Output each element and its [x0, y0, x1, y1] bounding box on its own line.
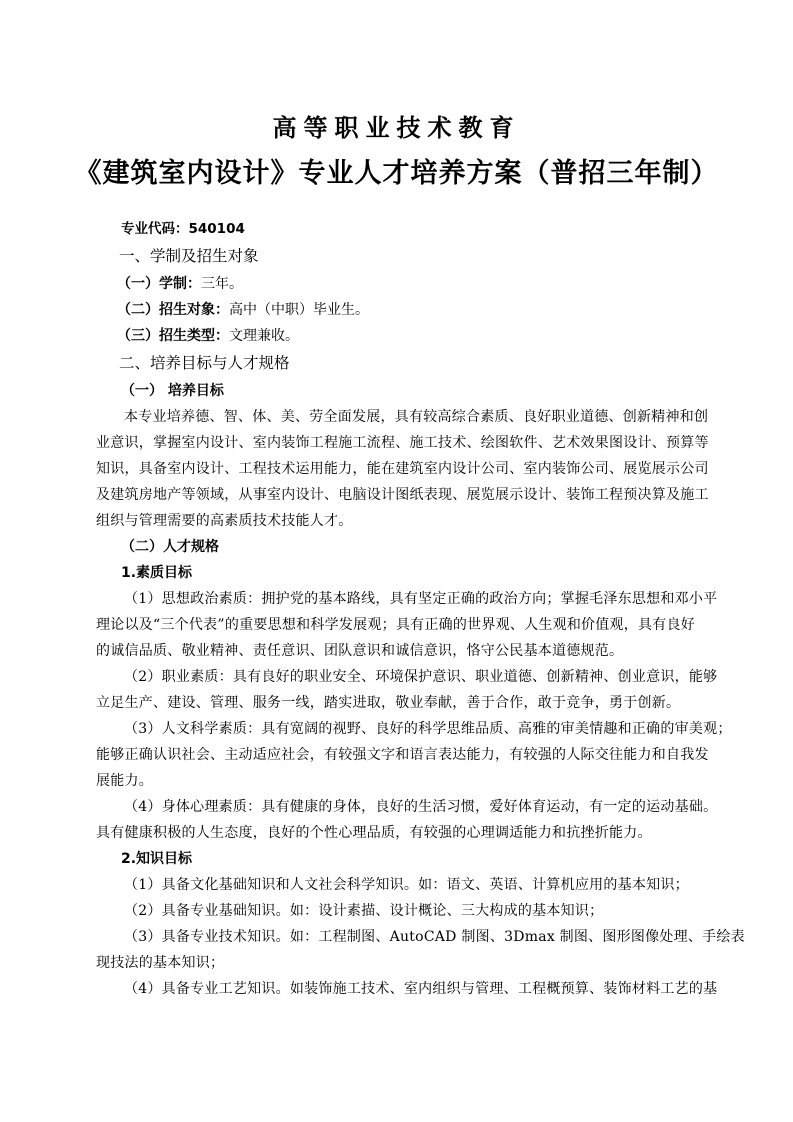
quality-item-political: [96, 586, 718, 664]
paragraph-line: 组织与管理需要的高素质技术技能人才。: [96, 513, 353, 529]
knowledge-goals-heading: 2.知识目标: [121, 851, 193, 867]
major-code-value: 540104: [188, 221, 245, 237]
paragraph-line: 现技法的基本知识；: [96, 955, 225, 971]
paragraph-line: （3）人文科学素质：具有宽阔的视野、良好的科学思维品质、高雅的审美情趣和正确的审美观；: [124, 721, 732, 737]
section-1-item-type: [96, 323, 700, 349]
item-label: （三）招生类型：: [117, 328, 229, 344]
paragraph-line: 及建筑房地产等领域，从事室内设计、电脑设计图纸表现、展览展示设计、装饰工程预决算及施工: [96, 487, 709, 503]
paragraph-line: （1）具备文化基础知识和人文社会科学知识。如：语文、英语、计算机应用的基本知识；: [124, 877, 689, 893]
knowledge-item-technical: [96, 924, 745, 976]
knowledge-item-culture: [96, 872, 700, 898]
quality-goals-heading: 1.素质目标: [121, 565, 193, 581]
paragraph-line: （4）具备专业工艺知识。如装饰施工技术、室内组织与管理、工程概预算、装饰材料工艺的基: [124, 981, 718, 997]
quality-item-physical-mental: [96, 794, 718, 846]
section-1-heading: 一、学制及招生对象: [119, 247, 259, 265]
subsection-talent-spec-heading: （二）人才规格: [121, 539, 219, 555]
paragraph-line: 能够正确认识社会、主动适应社会，有较强文字和语言表达能力，有较强的人际交往能力和自我发: [96, 747, 709, 763]
paragraph-line: 的诚信品质、敬业精神、责任意识、团队意识和诚信意识，恪守公民基本道德规范。: [96, 643, 624, 659]
paragraph-line: 业意识，掌握室内设计、室内装饰工程施工流程、施工技术、绘图软件、艺术效果图设计、预算等: [96, 435, 709, 451]
knowledge-item-craft: [96, 976, 718, 1002]
paragraph-line: 立足生产、建设、管理、服务一线，踏实进取，敬业奉献，善于合作，敢于竞争，勇于创新。: [96, 695, 681, 711]
item-label: （一）学制：: [117, 276, 201, 292]
quality-item-humanities: [96, 716, 732, 794]
paragraph-line: （2）职业素质：具有良好的职业安全、环境保护意识、职业道德、创新精神、创业意识，能够: [124, 669, 718, 685]
section-2-heading: 二、培养目标与人才规格: [119, 354, 290, 372]
document-title-institution: 高等职业技术教育: [272, 114, 521, 142]
paragraph-line: （1）思想政治素质：拥护党的基本路线，具有坚定正确的政治方向；掌握毛泽东思想和邓小平: [124, 591, 718, 607]
section-1-item-duration: [96, 271, 700, 297]
paragraph-line: 展能力。: [96, 773, 153, 789]
paragraph-line: （3）具备专业技术知识。如：工程制图、AutoCAD 制图、3Dmax 制图、图形图像处理、手绘表: [124, 929, 745, 945]
training-goal-paragraph: [96, 404, 709, 534]
paragraph-line: 知识，具备室内设计、工程技术运用能力，能在建筑室内设计公司、室内装饰公司、展览展示公司: [96, 461, 709, 477]
knowledge-item-foundation: [96, 898, 700, 924]
item-value: 三年。: [201, 276, 243, 292]
item-value: 高中（中职）毕业生。: [229, 302, 369, 318]
paragraph-line: （2）具备专业基础知识。如：设计素描、设计概论、三大构成的基本知识；: [124, 903, 604, 919]
quality-item-professional: [96, 664, 718, 716]
paragraph-line: 本专业培养德、智、体、美、劳全面发展，具有较高综合素质、良好职业道德、创新精神和创: [124, 409, 709, 425]
major-code: [96, 216, 700, 242]
document-body: [96, 216, 745, 1002]
major-code-label: 专业代码：: [121, 221, 189, 237]
subsection-training-goal-heading: （一） 培养目标: [121, 383, 224, 399]
paragraph-line: （4）身体心理素质：具有健康的身体，良好的生活习惯，爱好体育运动，有一定的运动基础。: [124, 799, 718, 815]
paragraph-line: 理论以及“三个代表”的重要思想和科学发展观；具有正确的世界观、人生观和价值观，具有良好: [96, 617, 696, 633]
paragraph-line: 具有健康积极的人生态度，良好的个性心理品质，有较强的心理调适能力和抗挫折能力。: [96, 825, 652, 841]
document-title-program: 《建筑室内设计》专业人才培养方案（普招三年制）: [74, 158, 719, 189]
item-label: （二）招生对象：: [117, 302, 229, 318]
item-value: 文理兼收。: [229, 328, 299, 344]
section-1-item-target: [96, 297, 700, 323]
